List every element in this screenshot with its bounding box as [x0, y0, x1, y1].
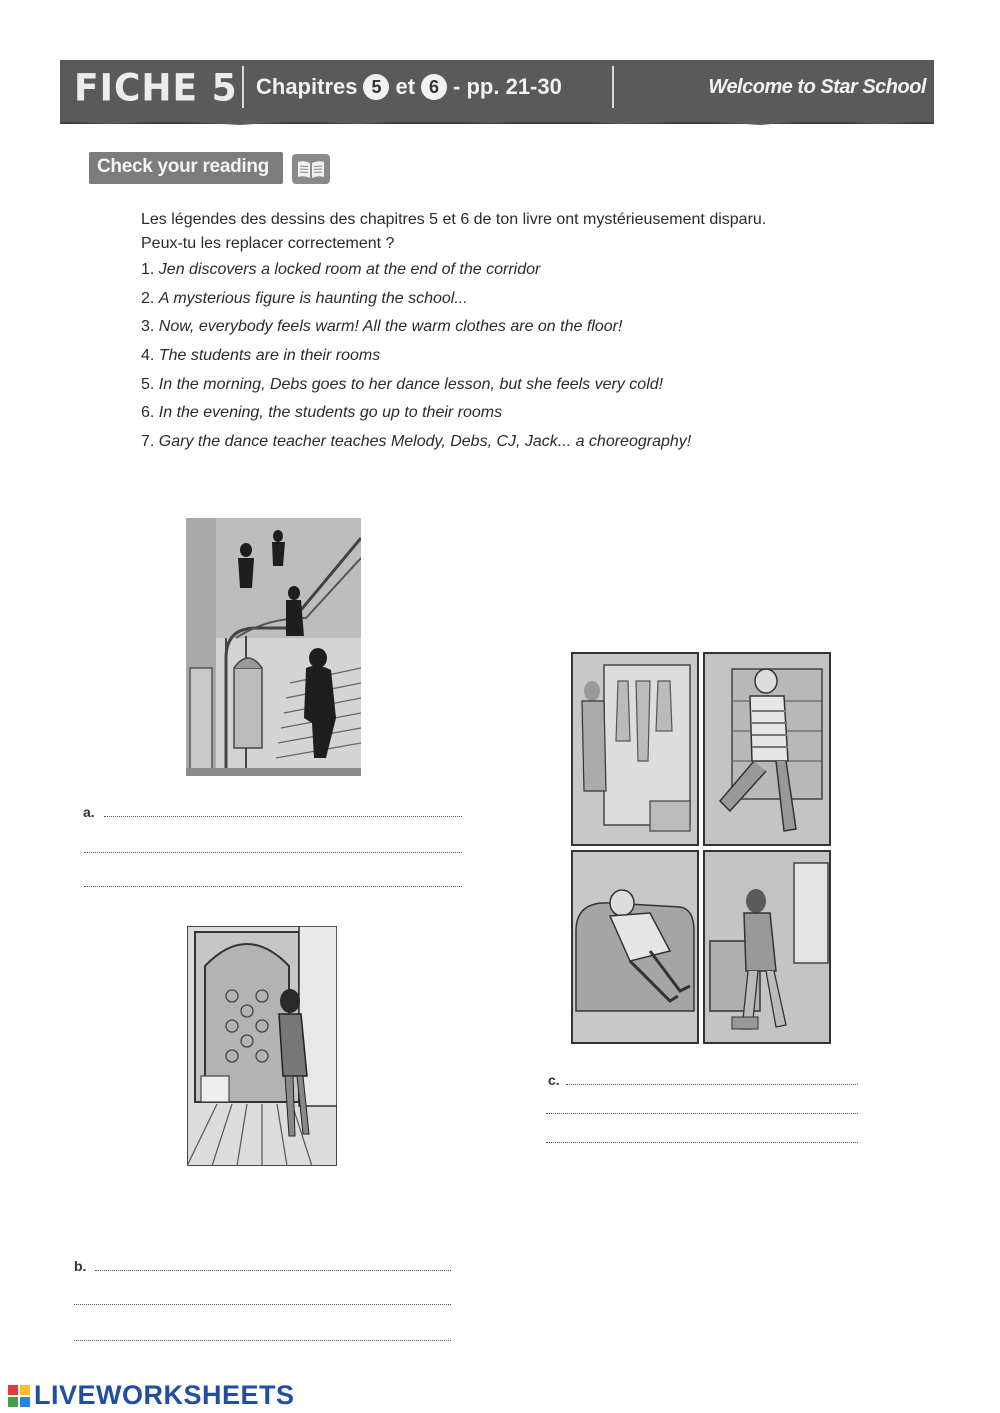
pages-label: - pp. 21-30: [453, 74, 562, 99]
answer-line[interactable]: [74, 1340, 451, 1341]
illustration-locked-door: [187, 926, 337, 1166]
chapitres-label: Chapitres: [256, 74, 358, 99]
book-title: Welcome to Star School: [708, 76, 926, 98]
answer-line[interactable]: [84, 852, 462, 853]
illustration-staircase: [186, 518, 361, 776]
chapter-info: [256, 74, 562, 100]
answer-label-b: b.: [74, 1258, 87, 1274]
list-item: 3. Now, everybody feels warm! All the warm clothes are on the floor!: [141, 318, 623, 336]
answer-line[interactable]: [546, 1113, 858, 1114]
instructions-line-1: Les légendes des dessins des chapitres 5 et 6 de ton livre ont mystérieusement disparu.: [141, 211, 767, 228]
open-book-icon: [292, 154, 330, 184]
header-torn-edge: [60, 118, 934, 126]
answer-line[interactable]: [95, 1270, 451, 1271]
answer-line[interactable]: [104, 816, 462, 817]
liveworksheets-logo-icon: [8, 1385, 30, 1407]
list-item: 4. The students are in their rooms: [141, 347, 381, 365]
instructions-line-2: Peux-tu les replacer correctement ?: [141, 235, 395, 252]
illustration-students-rooms: [570, 651, 832, 1046]
list-item: 7. Gary the dance teacher teaches Melody, Debs, CJ, Jack... a choreography!: [141, 433, 692, 451]
header-divider: [612, 66, 614, 108]
list-item: 5. In the morning, Debs goes to her dance lesson, but she feels very cold!: [141, 375, 664, 393]
chapter-number-b: 6: [421, 74, 447, 100]
answer-line[interactable]: [546, 1142, 858, 1143]
list-item: 1. Jen discovers a locked room at the end of the corridor: [141, 261, 541, 278]
answer-label-c: c.: [548, 1072, 560, 1088]
footer-branding: [8, 1380, 295, 1411]
fiche-title: FICHE 5: [74, 66, 238, 111]
answer-line[interactable]: [84, 886, 462, 887]
chapter-number-a: 5: [363, 74, 389, 100]
page-header: [60, 60, 934, 124]
check-your-reading-badge: Check your reading: [89, 152, 283, 184]
answer-line[interactable]: [74, 1304, 451, 1305]
answer-label-a: a.: [83, 804, 95, 820]
list-item: 6. In the evening, the students go up to their rooms: [141, 404, 503, 422]
list-item: 2. A mysterious figure is haunting the school...: [141, 289, 468, 307]
brand-name[interactable]: LIVEWORKSHEETS: [34, 1380, 295, 1410]
et-label: et: [395, 74, 416, 99]
answer-line[interactable]: [566, 1084, 858, 1085]
caption-list: [141, 258, 881, 459]
header-divider: [242, 66, 244, 108]
instructions: [141, 208, 881, 256]
